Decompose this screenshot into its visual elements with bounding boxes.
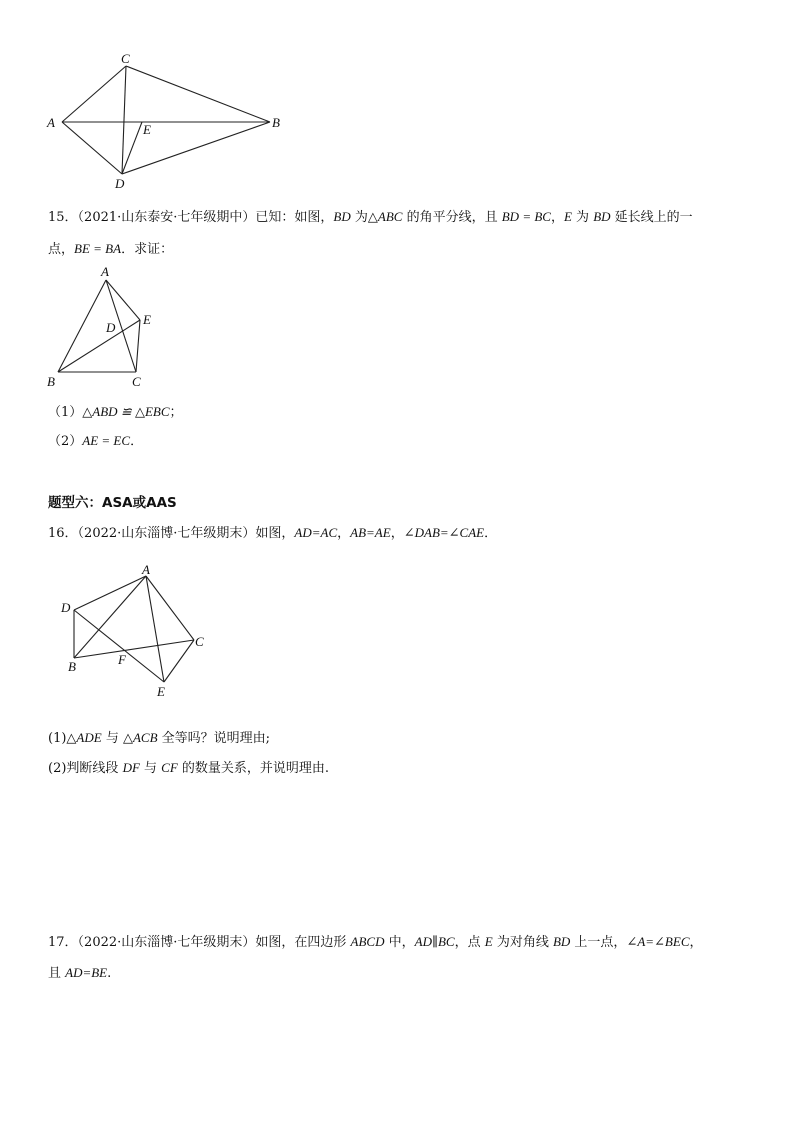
label-D: D — [115, 176, 125, 191]
figure-q15 — [40, 262, 170, 392]
q15-number: 15． — [48, 210, 78, 225]
label-B: B — [47, 374, 55, 389]
figure-kite — [40, 50, 300, 195]
label-F: F — [118, 652, 126, 667]
q15-part1: （1）△ABD ≌ △EBC； — [48, 404, 183, 420]
label-A: A — [142, 562, 150, 577]
label-C: C — [195, 634, 204, 649]
q17-line2: 且 AD=BE. — [48, 965, 112, 981]
figure-q16 — [50, 560, 220, 700]
label-C: C — [132, 374, 141, 389]
label-C: C — [121, 51, 130, 66]
q15-source: （2021·山东泰安·七年级期中） — [77, 210, 256, 225]
section-title: 题型六：ASA或AAS — [48, 495, 177, 511]
label-B: B — [272, 115, 280, 130]
label-D: D — [106, 320, 116, 335]
label-B: B — [68, 659, 76, 674]
q16-number: 16． — [48, 526, 78, 541]
q17-source: （2022·山东淄博·七年级期末） — [77, 935, 256, 950]
q15-part2: （2）AE = EC． — [48, 433, 144, 449]
q17-line1: 17．（2022·山东淄博·七年级期末）如图，在四边形 ABCD 中，AD∥BC，点 E 为对角线 BD 上一点，∠A=∠BEC， — [48, 934, 703, 950]
q16-part1: (1)△ADE 与 △ACB 全等吗？说明理由; — [48, 730, 271, 746]
label-E: E — [157, 684, 165, 699]
label-A: A — [47, 115, 55, 130]
label-A: A — [101, 264, 109, 279]
label-E: E — [143, 122, 151, 137]
q15-line2: 点，BE = BA．求证： — [48, 241, 174, 257]
label-E: E — [143, 312, 151, 327]
q16-source: （2022·山东淄博·七年级期末） — [77, 526, 256, 541]
label-D: D — [61, 600, 71, 615]
q16-line1: 16．（2022·山东淄博·七年级期末）如图，AD=AC，AB=AE，∠DAB=∠CAE． — [48, 525, 498, 541]
q17-number: 17． — [48, 935, 78, 950]
q16-part2: (2)判断线段 DF 与 CF 的数量关系，并说明理由. — [48, 760, 330, 776]
q15-line1: 15．（2021·山东泰安·七年级期中）已知：如图，BD 为△ABC 的角平分线，且 BD = BC，E 为 BD 延长线上的一 — [48, 209, 693, 225]
